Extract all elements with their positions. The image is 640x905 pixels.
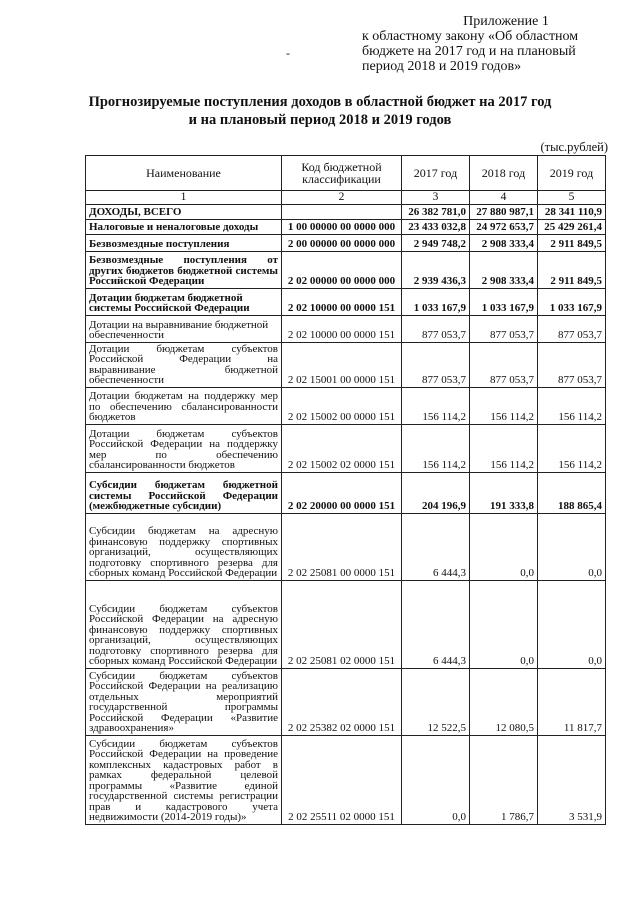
row-code: 2 02 15002 00 0000 151 [282,387,402,424]
row-value-2018: 0,0 [470,580,538,668]
row-value-2019: 156 114,2 [538,387,606,424]
row-value-2019: 1 033 167,9 [538,288,606,315]
table-row [86,387,606,424]
row-value-2019: 877 053,7 [538,315,606,342]
header-name: Наименование [86,156,282,191]
stray-mark: - [286,46,290,60]
table-row [86,219,606,234]
row-code: 2 02 15001 00 0000 151 [282,342,402,387]
header-2017: 2017 год [402,156,470,191]
row-code: 2 02 25081 02 0000 151 [282,580,402,668]
document-heading [0,93,640,129]
row-value-2018: 877 053,7 [470,342,538,387]
column-number: 3 [402,191,470,205]
revenue-table [85,155,606,825]
appendix-line-2: бюджете на 2017 год и на плановый [362,44,576,59]
row-value-2019: 25 429 261,4 [538,219,606,234]
row-value-2018: 1 786,7 [470,735,538,824]
table-row [86,580,606,668]
appendix-line-3: период 2018 и 2019 годов» [362,59,522,74]
row-value-2017: 877 053,7 [402,342,470,387]
table-row [86,424,606,472]
row-value-2017: 12 522,5 [402,668,470,735]
row-code: 2 02 25382 02 0000 151 [282,668,402,735]
row-value-2018: 156 114,2 [470,387,538,424]
row-name: Дотации бюджетам субъектов Российской Федерации на выравнивание бюджетной обеспеченности [86,342,282,387]
row-name: Дотации бюджетам на поддержку мер по обеспечению сбалансированности бюджетов [86,387,282,424]
row-value-2019: 0,0 [538,580,606,668]
row-value-2018: 877 053,7 [470,315,538,342]
table-row [86,472,606,513]
row-code: 2 00 00000 00 0000 000 [282,234,402,251]
row-value-2017: 2 939 436,3 [402,251,470,288]
row-code: 2 02 25081 00 0000 151 [282,513,402,580]
row-value-2017: 204 196,9 [402,472,470,513]
row-code: 2 02 20000 00 0000 151 [282,472,402,513]
row-value-2017: 2 949 748,2 [402,234,470,251]
header-2018: 2018 год [470,156,538,191]
column-number: 1 [86,191,282,205]
row-code [282,204,402,219]
row-name: Дотации бюджетам субъектов Российской Федерации на поддержку мер по обеспечению сбалансированности бюджетов [86,424,282,472]
row-code: 2 02 15002 02 0000 151 [282,424,402,472]
appendix-title: Приложение 1 [463,14,549,29]
appendix-block [362,14,632,74]
row-name: ДОХОДЫ, ВСЕГО [86,204,282,219]
row-value-2018: 156 114,2 [470,424,538,472]
appendix-line-1: к областному закону «Об областном [362,29,579,44]
table-row [86,668,606,735]
table-row [86,251,606,288]
row-value-2017: 6 444,3 [402,513,470,580]
column-number: 2 [282,191,402,205]
row-name: Дотации бюджетам бюджетной системы Российской Федерации [86,288,282,315]
row-code: 2 02 10000 00 0000 151 [282,315,402,342]
row-value-2019: 11 817,7 [538,668,606,735]
row-name: Субсидии бюджетам на адресную финансовую поддержку спортивных организаций, осуществляющих подготовку спортивного резерва для сборных команд Российской Федерации [86,513,282,580]
row-value-2019: 2 911 849,5 [538,251,606,288]
row-value-2019: 877 053,7 [538,342,606,387]
row-value-2017: 26 382 781,0 [402,204,470,219]
row-code: 2 02 10000 00 0000 151 [282,288,402,315]
row-code: 2 02 25511 02 0000 151 [282,735,402,824]
row-value-2018: 191 333,8 [470,472,538,513]
table-header-row [86,156,606,191]
column-number-row [86,191,606,205]
row-value-2018: 2 908 333,4 [470,234,538,251]
row-value-2018: 0,0 [470,513,538,580]
row-value-2018: 12 080,5 [470,668,538,735]
row-value-2019: 156 114,2 [538,424,606,472]
row-code: 2 02 00000 00 0000 000 [282,251,402,288]
column-number: 4 [470,191,538,205]
row-value-2019: 188 865,4 [538,472,606,513]
row-name: Дотации на выравнивание бюджетной обеспеченности [86,315,282,342]
row-name: Безвозмездные поступления от других бюджетов бюджетной системы Российской Федерации [86,251,282,288]
heading-line-1: Прогнозируемые поступления доходов в областной бюджет на 2017 год [88,94,552,110]
row-value-2019: 2 911 849,5 [538,234,606,251]
row-name: Субсидии бюджетам субъектов Российской Федерации на адресную финансовую поддержку спортивных организаций, осуществляющих подготовку спортивного резерва для сборных команд Российской Федерации [86,580,282,668]
header-code: Код бюджетной классификации [282,156,402,191]
row-value-2017: 1 033 167,9 [402,288,470,315]
row-value-2018: 27 880 987,1 [470,204,538,219]
row-value-2017: 877 053,7 [402,315,470,342]
table-row [86,513,606,580]
row-value-2017: 0,0 [402,735,470,824]
row-value-2017: 6 444,3 [402,580,470,668]
row-value-2017: 156 114,2 [402,424,470,472]
table-row [86,288,606,315]
unit-label: (тыс.рублей) [540,140,608,154]
header-2019: 2019 год [538,156,606,191]
table-row [86,735,606,824]
column-number: 5 [538,191,606,205]
table-row [86,234,606,251]
heading-line-2: и на плановый период 2018 и 2019 годов [188,112,452,128]
row-value-2019: 3 531,9 [538,735,606,824]
table-row [86,342,606,387]
row-value-2018: 2 908 333,4 [470,251,538,288]
row-name: Субсидии бюджетам субъектов Российской Федерации на проведение комплексных кадастровых работ в рамках федеральной целевой программы «Развитие единой государственной системы регистрации прав и кадастрового учета недвижимости (2014-2019 годы)» [86,735,282,824]
row-name: Безвозмездные поступления [86,234,282,251]
row-value-2018: 24 972 653,7 [470,219,538,234]
row-value-2018: 1 033 167,9 [470,288,538,315]
row-name: Налоговые и неналоговые доходы [86,219,282,234]
row-value-2017: 23 433 032,8 [402,219,470,234]
row-name: Субсидии бюджетам бюджетной системы Российской Федерации (межбюджетные субсидии) [86,472,282,513]
table-row [86,204,606,219]
row-code: 1 00 00000 00 0000 000 [282,219,402,234]
row-value-2019: 28 341 110,9 [538,204,606,219]
row-value-2017: 156 114,2 [402,387,470,424]
row-name: Субсидии бюджетам субъектов Российской Федерации на реализацию отдельных мероприятий государственной программы Российской Федерации «Развитие здравоохранения» [86,668,282,735]
table-row [86,315,606,342]
row-value-2019: 0,0 [538,513,606,580]
